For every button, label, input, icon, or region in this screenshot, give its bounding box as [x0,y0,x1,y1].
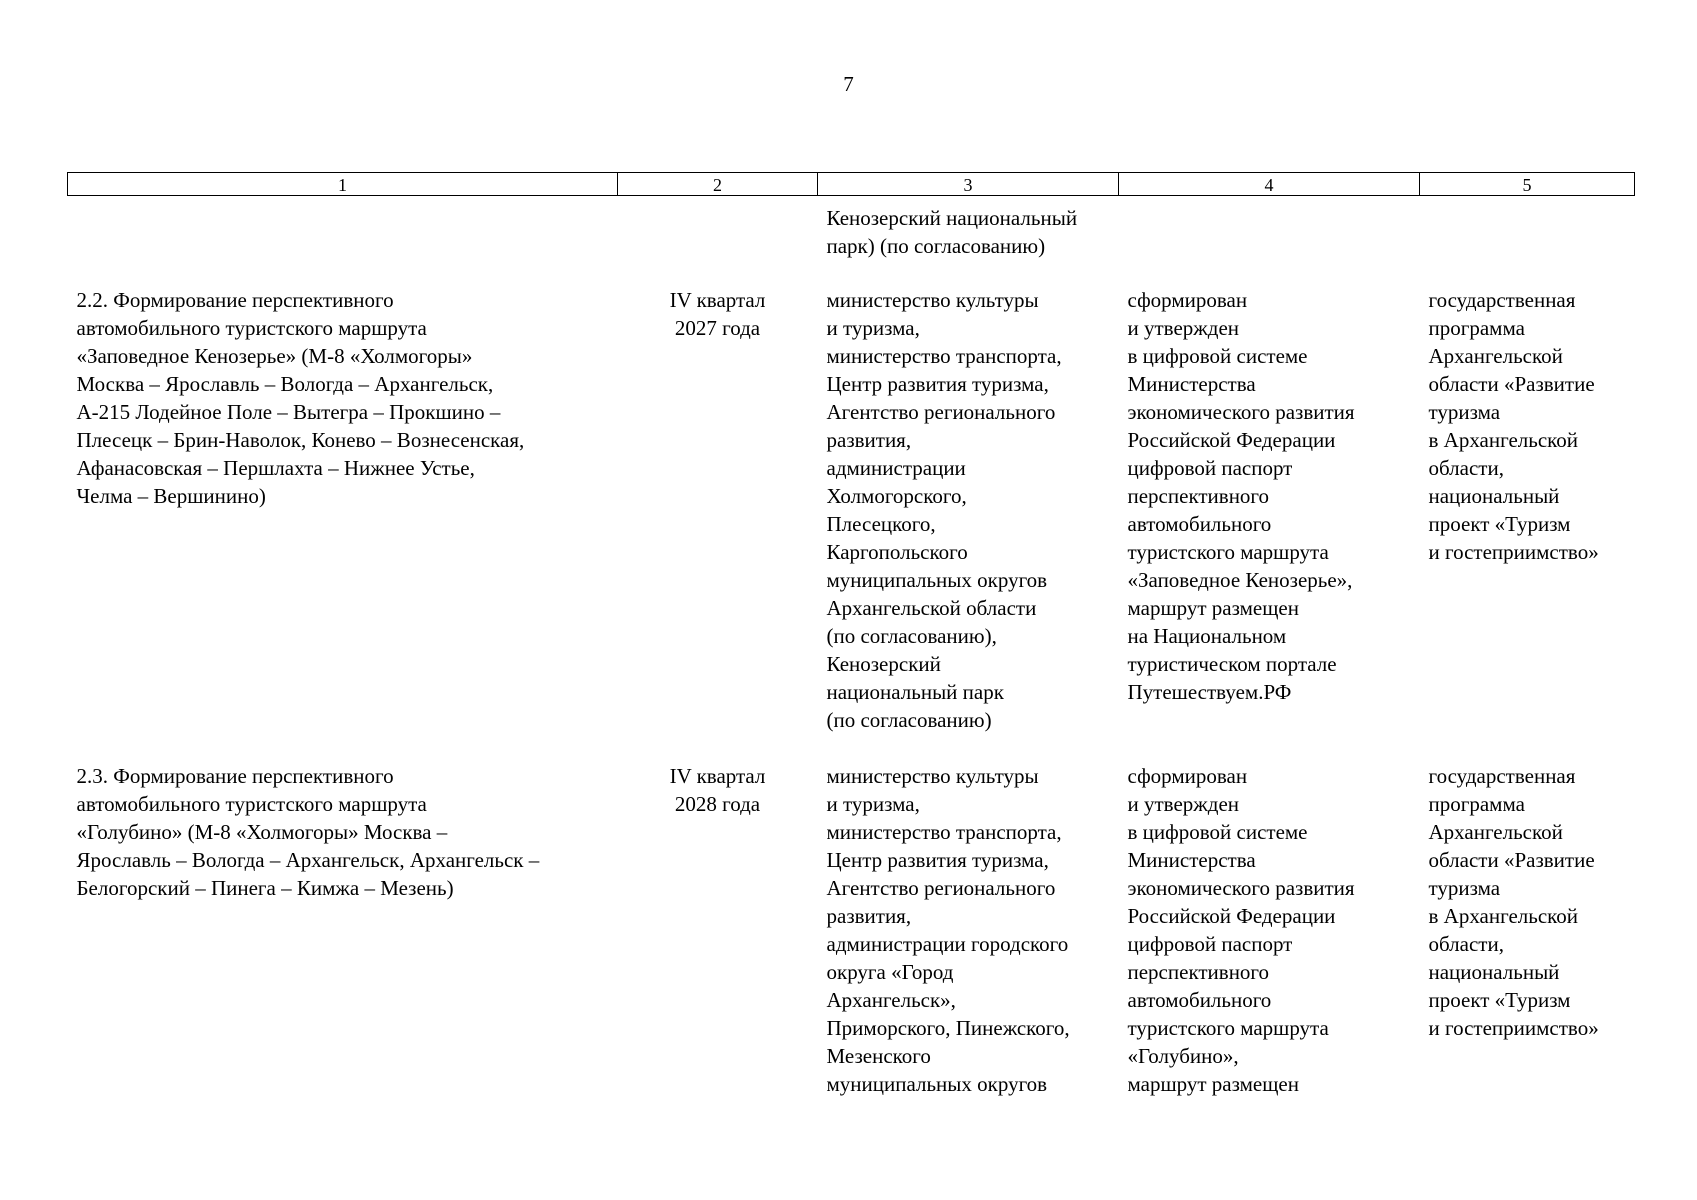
plan-table [67,172,1635,1098]
table-header [68,173,1635,196]
cell-responsible: Кенозерский национальный парк) (по согласованию) [826,206,1078,258]
cell-source [1420,196,1635,261]
cell-result: сформирован и утвержден в цифровой системе Министерства экономического развития Российской Федерации цифровой паспорт перспективного автомобильного туристского маршрута «Заповедное Кенозерье», маршрут размещен на Национальном туристическом портале Путешествуем.РФ [1127,288,1355,704]
cell-deadline [618,196,818,261]
column-number: 1 [68,173,618,196]
table-row-2-3 [68,734,1635,1098]
cell-source: государственная программа Архангельской области «Развитие туризма в Архангельской области, национальный проект «Туризм и гостеприимство» [1428,764,1599,1040]
cell-result [1119,196,1420,261]
table-row-2-2 [68,260,1635,734]
cell-responsible: министерство культуры и туризма, министерство транспорта, Центр развития туризма, Агентство регионального развития, администрации Холмогорского, Плесецкого, Каргопольского муниципальных округов Архангельской области (по согласованию), Кенозерский национальный парк (по согласованию) [826,288,1062,732]
cell-responsible: министерство культуры и туризма, министерство транспорта, Центр развития туризма, Агентство регионального развития, администрации городского округа «Город Архангельск», Приморского, Пинежского, Мезенского муниципальных округов [826,764,1070,1096]
column-number: 5 [1420,173,1635,196]
continuation-row [68,196,1635,261]
cell-source: государственная программа Архангельской области «Развитие туризма в Архангельской области, национальный проект «Туризм и гостеприимство» [1428,288,1599,564]
page-number: 7 [843,72,854,96]
cell-measure [68,196,618,261]
cell-result: сформирован и утвержден в цифровой системе Министерства экономического развития Российской Федерации цифровой паспорт перспективного автомобильного туристского маршрута «Голубино», маршрут размещен [1127,764,1355,1096]
cell-deadline: IV квартал 2028 года [669,764,766,816]
column-number: 2 [618,173,818,196]
cell-measure: 2.2. Формирование перспективного автомобильного туристского маршрута «Заповедное Кенозерье» (М-8 «Холмогоры» Москва – Ярославль – Вологда – Архангельск, А-215 Лодейное Поле – Вытегра – Прокшино – Плесецк – Брин-Наволок, Конево – Вознесенская, Афанасовская – Першлахта – Нижнее Устье, Челма – Вершинино) [76,288,525,508]
column-number: 4 [1119,173,1420,196]
cell-deadline: IV квартал 2027 года [669,288,766,340]
column-number-row [68,173,1635,196]
column-number: 3 [818,173,1119,196]
cell-measure: 2.3. Формирование перспективного автомобильного туристского маршрута «Голубино» (М-8 «Холмогоры» Москва – Ярославль – Вологда – Архангельск, Архангельск – Белогорский – Пинега – Кимжа – Мезень) [76,764,540,900]
